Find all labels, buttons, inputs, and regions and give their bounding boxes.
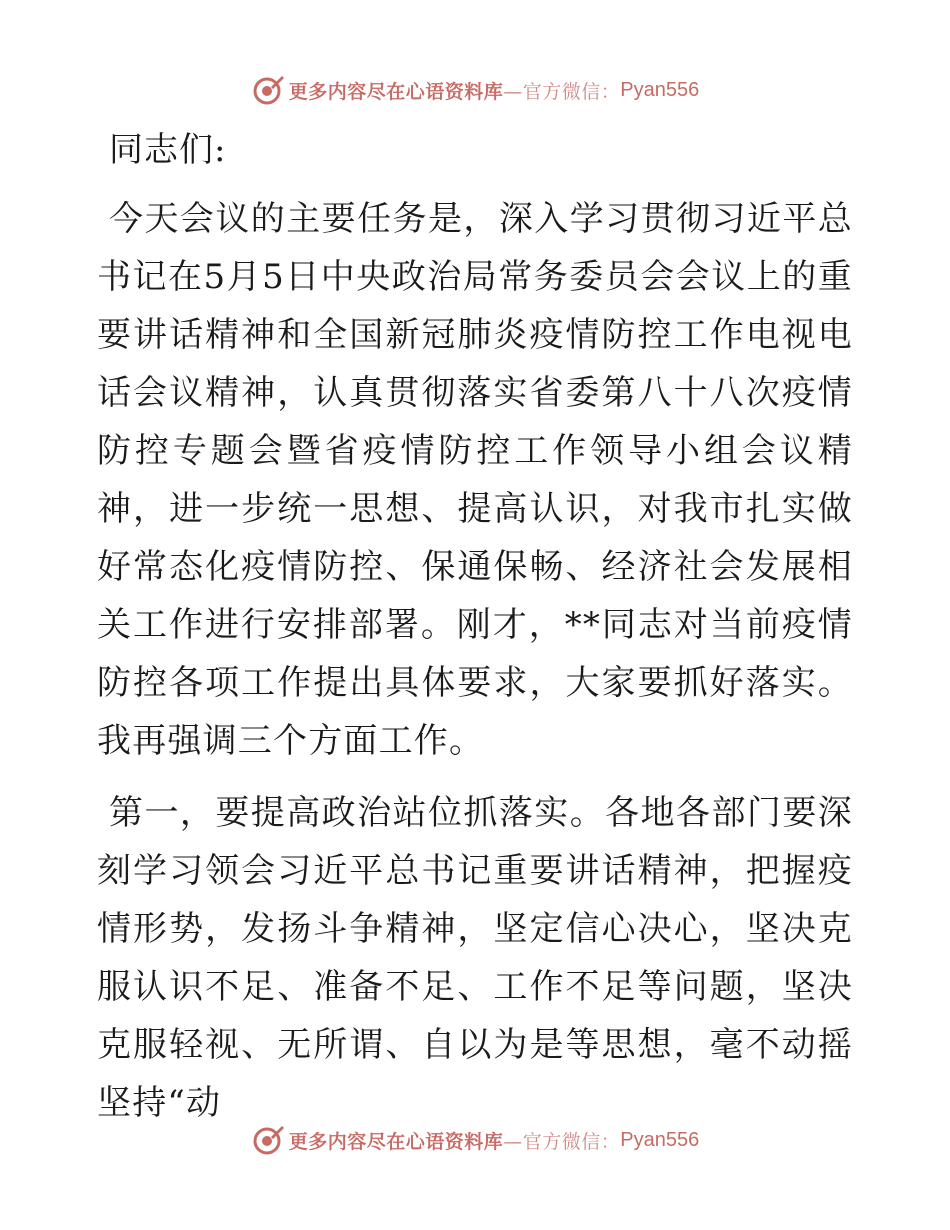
watermark-sub-text: —官方微信： <box>503 1130 621 1153</box>
paragraph-2: 第一，要提高政治站位抓落实。各地各部门要深刻学习领会习近平总书记重要讲话精神，把握疫情形势，发扬斗争精神，坚定信心决心，坚决克服认识不足、准备不足、工作不足等问题，坚决克服轻视、无所谓、自以为是等思想，毫不动摇坚持“动 <box>97 793 853 1123</box>
watermark-sub-text: —官方微信： <box>503 80 621 103</box>
watermark-main-text: 更多内容尽在心语资料库 <box>288 1130 504 1153</box>
logo-icon <box>251 1123 285 1157</box>
footer-watermark <box>0 1120 950 1160</box>
watermark-wechat-id: Pyan556 <box>620 1128 700 1151</box>
watermark-wechat-id: Pyan556 <box>620 78 700 101</box>
header-watermark <box>0 70 950 110</box>
document-body <box>97 122 853 1146</box>
logo-icon <box>251 73 285 107</box>
watermark-main-text: 更多内容尽在心语资料库 <box>288 80 504 103</box>
salutation: 同志们: <box>109 130 227 170</box>
paragraph-1: 今天会议的主要任务是，深入学习贯彻习近平总书记在5月5日中央政治局常务委员会会议上的重要讲话精神和全国新冠肺炎疫情防控工作电视电话会议精神，认真贯彻落实省委第八十八次疫情防控专题会暨省疫情防控工作领导小组会议精神，进一步统一思想、提高认识，对我市扎实做好常态化疫情防控、保通保畅、经济社会发展相关工作进行安排部署。刚才，**同志对当前疫情防控各项工作提出具体要求，大家要抓好落实。我再强调三个方面工作。 <box>97 199 853 761</box>
